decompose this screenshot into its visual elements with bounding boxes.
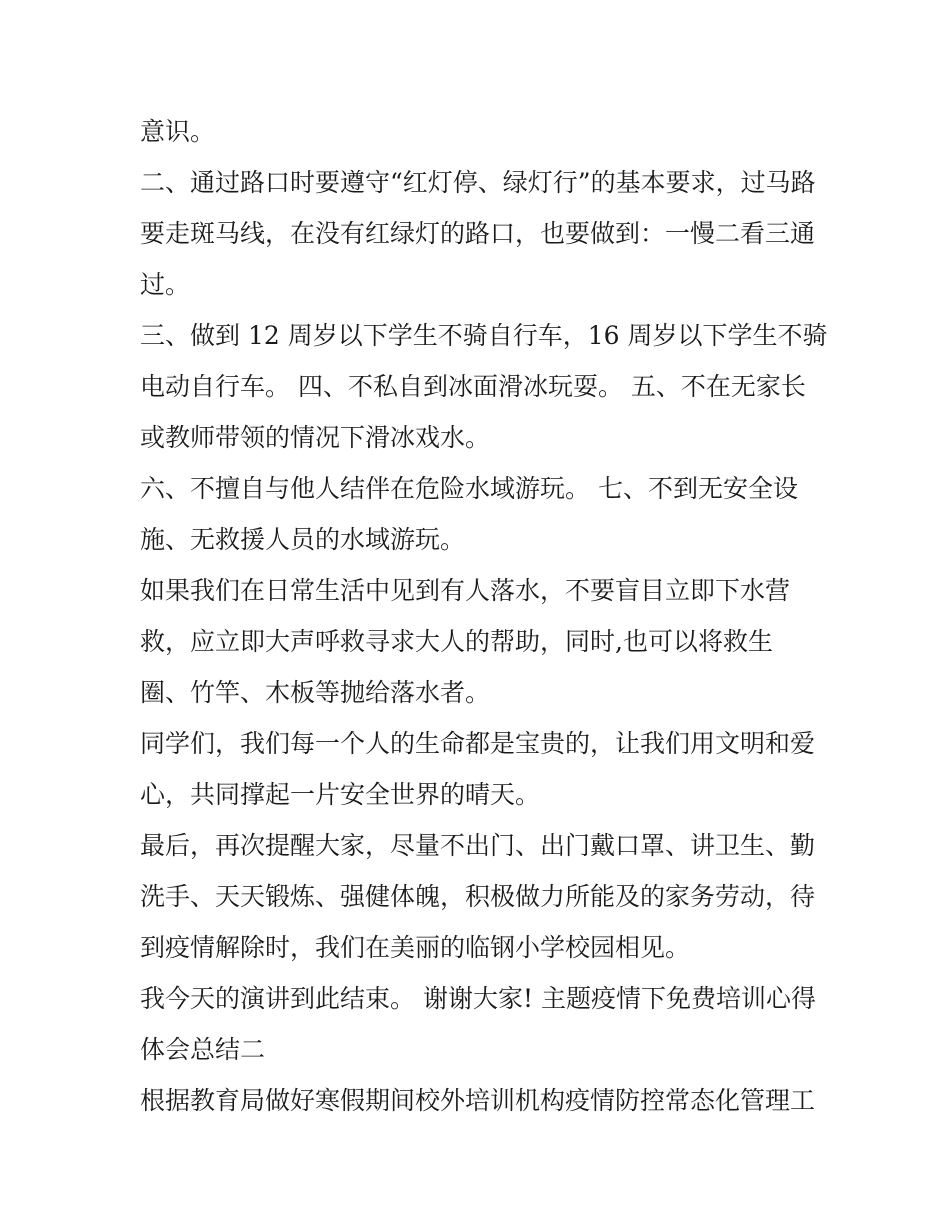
text-line: 到疫情解除时，我们在美丽的临钢小学校园相见。 (140, 933, 691, 962)
text-line: 圈、竹竿、木板等抛给落水者。 (140, 678, 491, 707)
text-line: 二、通过路口时要遵守“红灯停、绿灯行”的基本要求，过马路 (140, 168, 816, 197)
text-line: 体会总结二 (140, 1035, 266, 1064)
text-line: 我今天的演讲到此结束。 谢谢大家! 主题疫情下免费培训心得 (140, 984, 816, 1013)
text-line: 六、不擅自与他人结伴在危险水域游玩。 七、不到无安全设 (140, 474, 798, 503)
text-line: 或教师带领的情况下滑冰戏水。 (140, 423, 491, 452)
text-line: 过。 (140, 270, 191, 299)
text-line: 施、无救援人员的水域游玩。 (140, 525, 466, 554)
text-line: 同学们，我们每一个人的生命都是宝贵的，让我们用文明和爱 (140, 729, 816, 758)
text-line: 心，共同撑起一片安全世界的晴天。 (140, 780, 541, 809)
text-line: 意识。 (140, 117, 216, 146)
text-line: 电动自行车。 四、不私自到冰面滑冰玩耍。 五、不在无家长 (140, 372, 806, 401)
document-body (140, 106, 828, 1126)
text-line: 根据教育局做好寒假期间校外培训机构疫情防控常态化管理工 (140, 1086, 816, 1115)
text-line: 要走斑马线，在没有红绿灯的路口，也要做到：一慢二看三通 (140, 219, 816, 248)
text-line: 洗手、天天锻炼、强健体魄，积极做力所能及的家务劳动，待 (140, 882, 816, 911)
text-line: 最后，再次提醒大家，尽量不出门、出门戴口罩、讲卫生、勤 (140, 831, 816, 860)
text-line: 救，应立即大声呼救寻求大人的帮助，同时,也可以将救生 (140, 627, 773, 656)
text-line: 三、做到 12 周岁以下学生不骑自行车，16 周岁以下学生不骑 (140, 321, 828, 350)
text-line: 如果我们在日常生活中见到有人落水，不要盲目立即下水营 (140, 576, 791, 605)
